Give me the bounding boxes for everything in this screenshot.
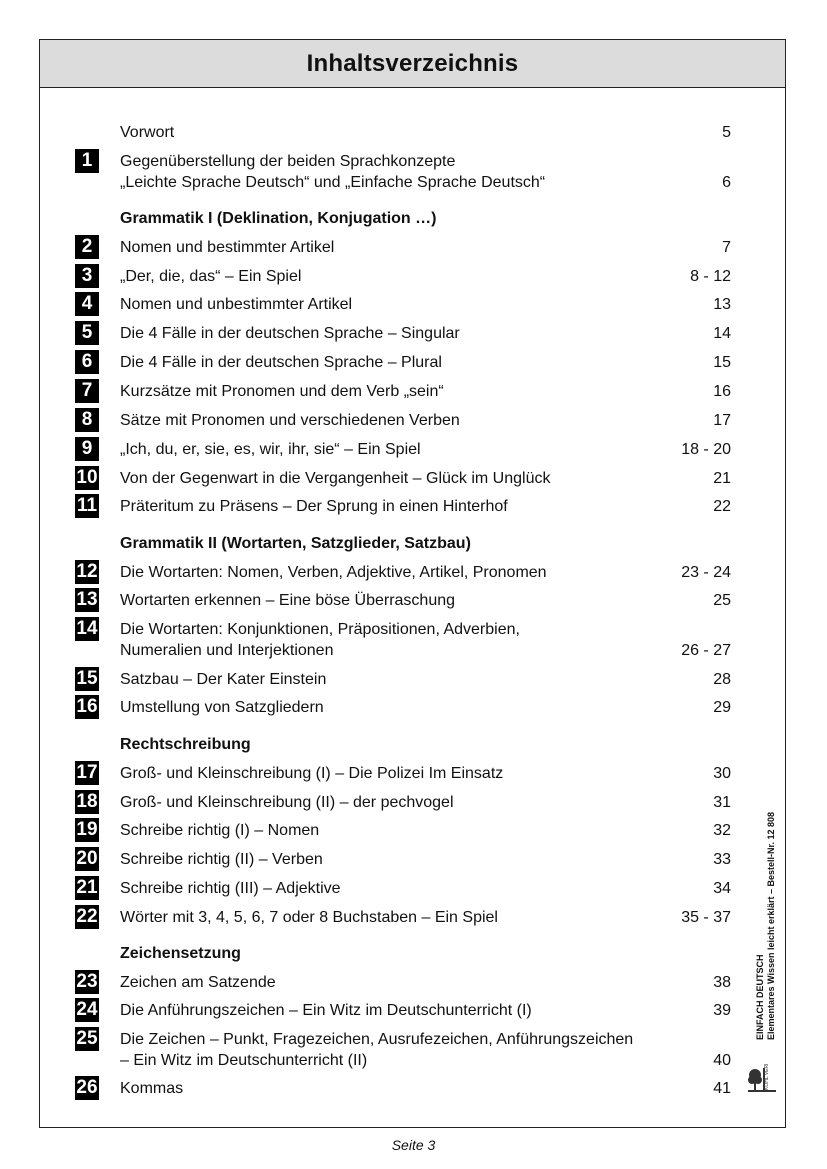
entry-page: 13 <box>713 296 731 313</box>
chapter-number-badge: 16 <box>76 696 98 717</box>
entry-page: 22 <box>713 498 731 515</box>
series-subtitle: Elementares Wissen leicht erklärt – Bestell-Nr. 12 808 <box>766 811 776 1040</box>
publisher-sidebar <box>755 812 777 1040</box>
entry-title: Wortarten erkennen – Eine böse Überraschung <box>120 592 456 609</box>
entry-page: 23 - 24 <box>681 564 731 581</box>
entry-page: 17 <box>713 412 731 429</box>
entry-page: 5 <box>722 124 731 141</box>
chapter-number-badge: 25 <box>76 1028 98 1049</box>
entry-page: 18 - 20 <box>681 441 731 458</box>
entry-page: 25 <box>713 592 731 609</box>
entry-page: 35 - 37 <box>681 909 731 926</box>
page-title: Inhaltsverzeichnis <box>306 49 519 77</box>
chapter-number-badge: 6 <box>75 350 99 374</box>
entry-page: 31 <box>713 794 731 811</box>
entry-page: 14 <box>713 325 731 342</box>
toc-frame <box>39 39 786 1128</box>
chapter-number-badge: 9 <box>75 437 99 461</box>
page-footer: Seite 3 <box>391 1137 436 1153</box>
entry-title: Schreibe richtig (II) – Verben <box>120 851 323 868</box>
chapter-number-badge: 18 <box>76 791 98 812</box>
entry-page: 16 <box>713 383 731 400</box>
chapter-number-badge: 4 <box>75 292 99 316</box>
entry-page: 34 <box>713 880 731 897</box>
entry-title: Wörter mit 3, 4, 5, 6, 7 oder 8 Buchstaben – Ein Spiel <box>120 909 498 926</box>
title-bar <box>40 40 785 88</box>
entry-title: Vorwort <box>120 124 175 141</box>
entry-title: „Ich, du, er, sie, es, wir, ihr, sie“ – Ein Spiel <box>120 441 421 458</box>
entry-title: Die Wortarten: Konjunktionen, Präpositionen, Adverbien, <box>120 621 520 638</box>
entry-title: Kommas <box>120 1080 184 1097</box>
entry-page: 8 - 12 <box>690 268 731 285</box>
entry-page: 33 <box>713 851 731 868</box>
chapter-number-badge: 3 <box>75 264 99 288</box>
entry-title: Die Anführungszeichen – Ein Witz im Deutschunterricht (I) <box>120 1002 532 1019</box>
section-heading: Grammatik II (Wortarten, Satzglieder, Satzbau) <box>120 535 471 552</box>
series-title: EINFACH DEUTSCH <box>755 954 765 1040</box>
chapter-number-badge: 24 <box>76 999 98 1020</box>
chapter-number-badge: 21 <box>76 877 98 898</box>
entry-page: 38 <box>713 974 731 991</box>
entry-title: Von der Gegenwart in die Vergangenheit – Glück im Unglück <box>120 470 551 487</box>
chapter-number-badge: 22 <box>76 906 98 927</box>
entry-title: Nomen und unbestimmter Artikel <box>120 296 353 313</box>
publisher-logo <box>746 1064 778 1094</box>
chapter-number-badge: 20 <box>76 848 98 869</box>
entry-page: 41 <box>713 1080 731 1097</box>
chapter-number-badge: 8 <box>75 408 99 432</box>
entry-title: Gegenüberstellung der beiden Sprachkonzepte <box>120 153 456 170</box>
entry-page: 30 <box>713 765 731 782</box>
entry-title: Die Wortarten: Nomen, Verben, Adjektive, Artikel, Pronomen <box>120 564 547 581</box>
entry-title-line2: – Ein Witz im Deutschunterricht (II) <box>120 1052 368 1069</box>
chapter-number-badge: 5 <box>75 321 99 345</box>
entry-page: 26 - 27 <box>681 642 731 659</box>
chapter-number-badge: 23 <box>76 971 98 992</box>
entry-title: Die Zeichen – Punkt, Fragezeichen, Ausrufezeichen, Anführungszeichen <box>120 1031 634 1048</box>
entry-title: „Der, die, das“ – Ein Spiel <box>120 268 302 285</box>
entry-title: Groß- und Kleinschreibung (II) – der pechvogel <box>120 794 454 811</box>
section-heading: Rechtschreibung <box>120 736 251 753</box>
tree-logo-icon <box>746 1064 778 1094</box>
chapter-number-badge: 17 <box>76 762 98 783</box>
chapter-number-badge: 12 <box>76 561 98 582</box>
entry-title: Umstellung von Satzgliedern <box>120 699 324 716</box>
entry-title: Kurzsätze mit Pronomen und dem Verb „sein“ <box>120 383 444 400</box>
entry-page: 21 <box>713 470 731 487</box>
section-heading: Zeichensetzung <box>120 945 241 962</box>
chapter-number-badge: 2 <box>75 235 99 259</box>
section-heading: Grammatik I (Deklination, Konjugation …) <box>120 210 437 227</box>
chapter-number-badge: 19 <box>76 819 98 840</box>
entry-page: 29 <box>713 699 731 716</box>
entry-page: 15 <box>713 354 731 371</box>
logo-text: KOHL VERLAG <box>764 1064 770 1090</box>
entry-title: Sätze mit Pronomen und verschiedenen Verben <box>120 412 460 429</box>
chapter-number-badge: 7 <box>75 379 99 403</box>
entry-title: Satzbau – Der Kater Einstein <box>120 671 327 688</box>
chapter-number-badge: 14 <box>76 618 98 639</box>
chapter-number-badge: 1 <box>75 149 99 173</box>
chapter-number-badge: 10 <box>76 467 98 488</box>
entry-title: Schreibe richtig (III) – Adjektive <box>120 880 341 897</box>
entry-title-line2: „Leichte Sprache Deutsch“ und „Einfache Sprache Deutsch“ <box>120 174 546 191</box>
chapter-number-badge: 15 <box>76 668 98 689</box>
entry-title: Die 4 Fälle in der deutschen Sprache – Singular <box>120 325 460 342</box>
chapter-number-badge: 11 <box>76 495 98 516</box>
chapter-number-badge: 13 <box>76 589 98 610</box>
entry-title: Nomen und bestimmter Artikel <box>120 239 335 256</box>
chapter-number-badge: 26 <box>76 1077 98 1098</box>
entry-title: Zeichen am Satzende <box>120 974 276 991</box>
entry-page: 40 <box>713 1052 731 1069</box>
entry-page: 28 <box>713 671 731 688</box>
entry-page: 7 <box>722 239 731 256</box>
entry-title: Schreibe richtig (I) – Nomen <box>120 822 320 839</box>
entry-title: Die 4 Fälle in der deutschen Sprache – Plural <box>120 354 442 371</box>
entry-title-line2: Numeralien und Interjektionen <box>120 642 334 659</box>
entry-page: 32 <box>713 822 731 839</box>
entry-page: 6 <box>722 174 731 191</box>
entry-page: 39 <box>713 1002 731 1019</box>
entry-title: Präteritum zu Präsens – Der Sprung in einen Hinterhof <box>120 498 508 515</box>
entry-title: Groß- und Kleinschreibung (I) – Die Polizei Im Einsatz <box>120 765 504 782</box>
